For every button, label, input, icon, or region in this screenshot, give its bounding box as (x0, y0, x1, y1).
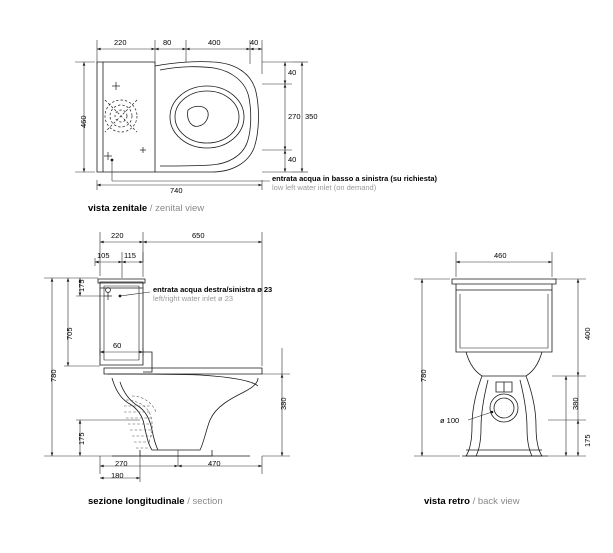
dim-zenital-270: 270 (288, 112, 301, 121)
section-view-geometry (98, 279, 262, 456)
label-bore-100: ø 100 (440, 416, 460, 425)
note-side-inlet-en: left/right water inlet ø 23 (153, 294, 234, 303)
dim-section-175-bot: 175 (77, 432, 86, 445)
note-low-left-inlet-en: low left water inlet (on demand) (272, 183, 377, 192)
back-view-geometry (452, 279, 556, 456)
back-view-dimensions (414, 252, 586, 456)
dim-section-780: 780 (49, 369, 58, 382)
dim-section-380: 380 (279, 397, 288, 410)
dim-zenital-40-b: 40 (288, 155, 297, 164)
caption-back-main: vista retro (424, 496, 470, 507)
dim-section-650: 650 (192, 231, 205, 240)
dim-section-60: 60 (113, 341, 122, 350)
dim-section-220: 220 (111, 231, 124, 240)
caption-section (88, 496, 223, 507)
dim-section-115: 115 (124, 251, 136, 260)
dim-section-705: 705 (65, 327, 74, 340)
dim-zenital-220: 220 (114, 38, 127, 47)
caption-section-sep: / (184, 496, 193, 507)
dim-zenital-740: 740 (170, 186, 183, 195)
caption-zenital-sub: zenital view (155, 203, 205, 214)
zenital-view-geometry (97, 62, 258, 172)
dim-back-460: 460 (494, 251, 507, 260)
caption-back-sub: back view (477, 496, 520, 507)
dim-section-175-top: 175 (77, 279, 86, 292)
caption-zenital (88, 203, 204, 214)
caption-zenital-main: vista zenitale (88, 203, 148, 214)
dim-zenital-80: 80 (163, 38, 172, 47)
dim-zenital-40-a: 40 (288, 68, 297, 77)
note-low-left-inlet-it: entrata acqua in basso a sinistra (su richiesta) (272, 174, 438, 183)
dim-zenital-400: 400 (208, 38, 221, 47)
dim-zenital-460: 460 (79, 115, 88, 128)
dim-zenital-40-top: 40 (250, 38, 259, 47)
dim-section-270: 270 (115, 459, 128, 468)
caption-zenital-sep: / (147, 203, 156, 214)
dim-section-180: 180 (111, 471, 124, 480)
caption-back-sep: / (469, 496, 478, 507)
dim-section-105: 105 (97, 251, 110, 260)
caption-back (424, 496, 520, 507)
dim-back-400: 400 (583, 327, 592, 340)
dim-back-380: 380 (571, 397, 580, 410)
note-side-inlet-it: entrata acqua destra/sinistra ø 23 (153, 285, 273, 294)
caption-section-sub: section (192, 496, 223, 507)
dim-back-780: 780 (419, 369, 428, 382)
dim-section-470: 470 (208, 459, 221, 468)
dim-zenital-350: 350 (305, 112, 318, 121)
note-side-inlet (153, 285, 272, 303)
dim-back-175: 175 (583, 434, 592, 447)
caption-section-main: sezione longitudinale (88, 496, 185, 507)
note-low-left-inlet (272, 174, 437, 192)
